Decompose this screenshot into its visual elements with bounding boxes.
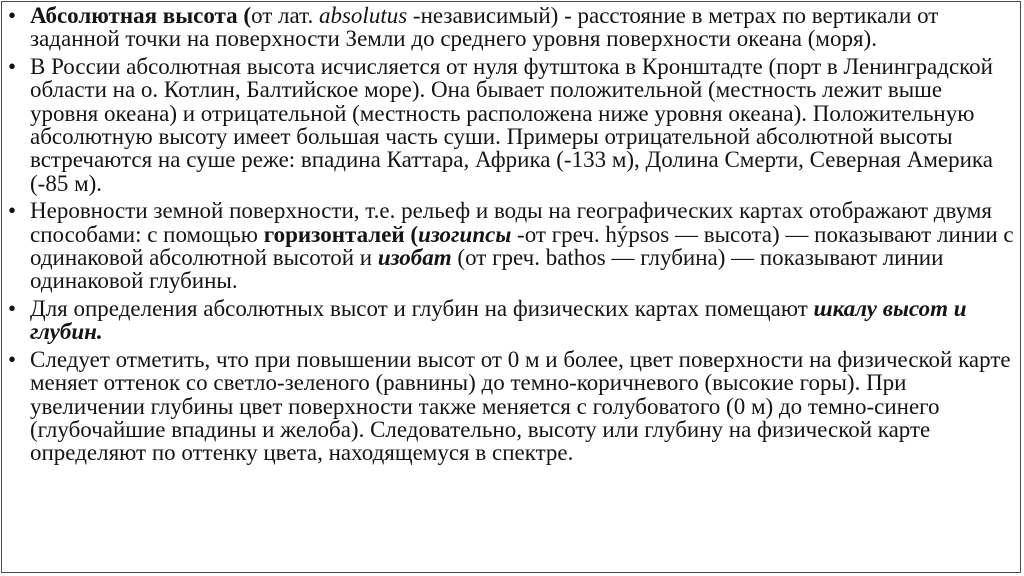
bullet-marker: • — [8, 198, 17, 224]
list-item-russia-height — [6, 55, 1016, 195]
paragraph-text: В России абсолютная высота исчисляется от нуля футштока в Кронштадте (порт в Ленинградской области на о. Котлин, Балтийское море). Она бывает положительной (местность лежит выше уровня океана) и отрицательной (местность расположена ниже уровня океана). Положительную абсолютную высоту имеет большая часть суши. Примеры отрицательной абсолютной высоты встречаются на суше реже: впадина Каттара, Африка (-133 м), Долина Смерти, Северная Америка (-85 м). — [30, 53, 993, 196]
term-height-depth-scale: шкалу высот и глубин. — [30, 295, 967, 345]
text-fragment: Для определения абсолютных высот и глубин на физических картах помещают — [30, 295, 814, 321]
slide-content — [6, 4, 1016, 469]
text-fragment: -от греч. hýpsos — высота) — показывают линии с одинаковой абсолютной высотой и — [30, 221, 1014, 271]
text-fragment: -независимый) - расстояние в метрах по вертикали от заданной точки на поверхности Земли до среднего уровня поверхности океана (моря). — [30, 3, 939, 52]
term-isobaths: изобат — [377, 245, 452, 271]
paren-open: ( — [237, 3, 252, 28]
paragraph-text: Следует отметить, что при повышении высот от 0 м и более, цвет поверхности на физической карте меняет оттенок со светло-зеленого (равнины) до темно-коричневого (высокие горы). При увеличении глубины цвет поверхности также меняется с голубоватого (0 м) до темно-синего (глубочайшие впадины и желоба). Следовательно, высоту или глубину на физической карте определяют по оттенку цвета, находящемуся в спектре. — [30, 346, 1011, 466]
list-item-color-shades — [6, 348, 1016, 465]
list-item-scale — [6, 297, 1016, 344]
text-fragment: (от греч. bathos — глубина) — показывают линии одинаковой глубины. — [30, 245, 944, 294]
bullet-list — [6, 4, 1016, 465]
term-absolute-height: Абсолютная высота — [30, 3, 238, 28]
term-horizontals: горизонталей — [263, 221, 405, 247]
bullet-marker: • — [8, 295, 17, 321]
list-item-relief-methods — [6, 199, 1016, 293]
text-fragment: Неровности земной поверхности, т.е. рельеф и воды на географических картах отображают двумя способами: с помощью — [30, 198, 992, 247]
paren-open: ( — [404, 221, 419, 247]
list-item-absolute-height — [6, 4, 1016, 51]
bullet-marker: • — [8, 53, 17, 79]
bullet-marker: • — [8, 346, 17, 372]
term-isohypses: изогипсы — [418, 221, 512, 247]
text-fragment: от лат. — [251, 3, 319, 28]
bullet-marker: • — [8, 3, 17, 28]
latin-term: absolutus — [318, 3, 408, 28]
slide-frame — [1, 1, 1021, 573]
